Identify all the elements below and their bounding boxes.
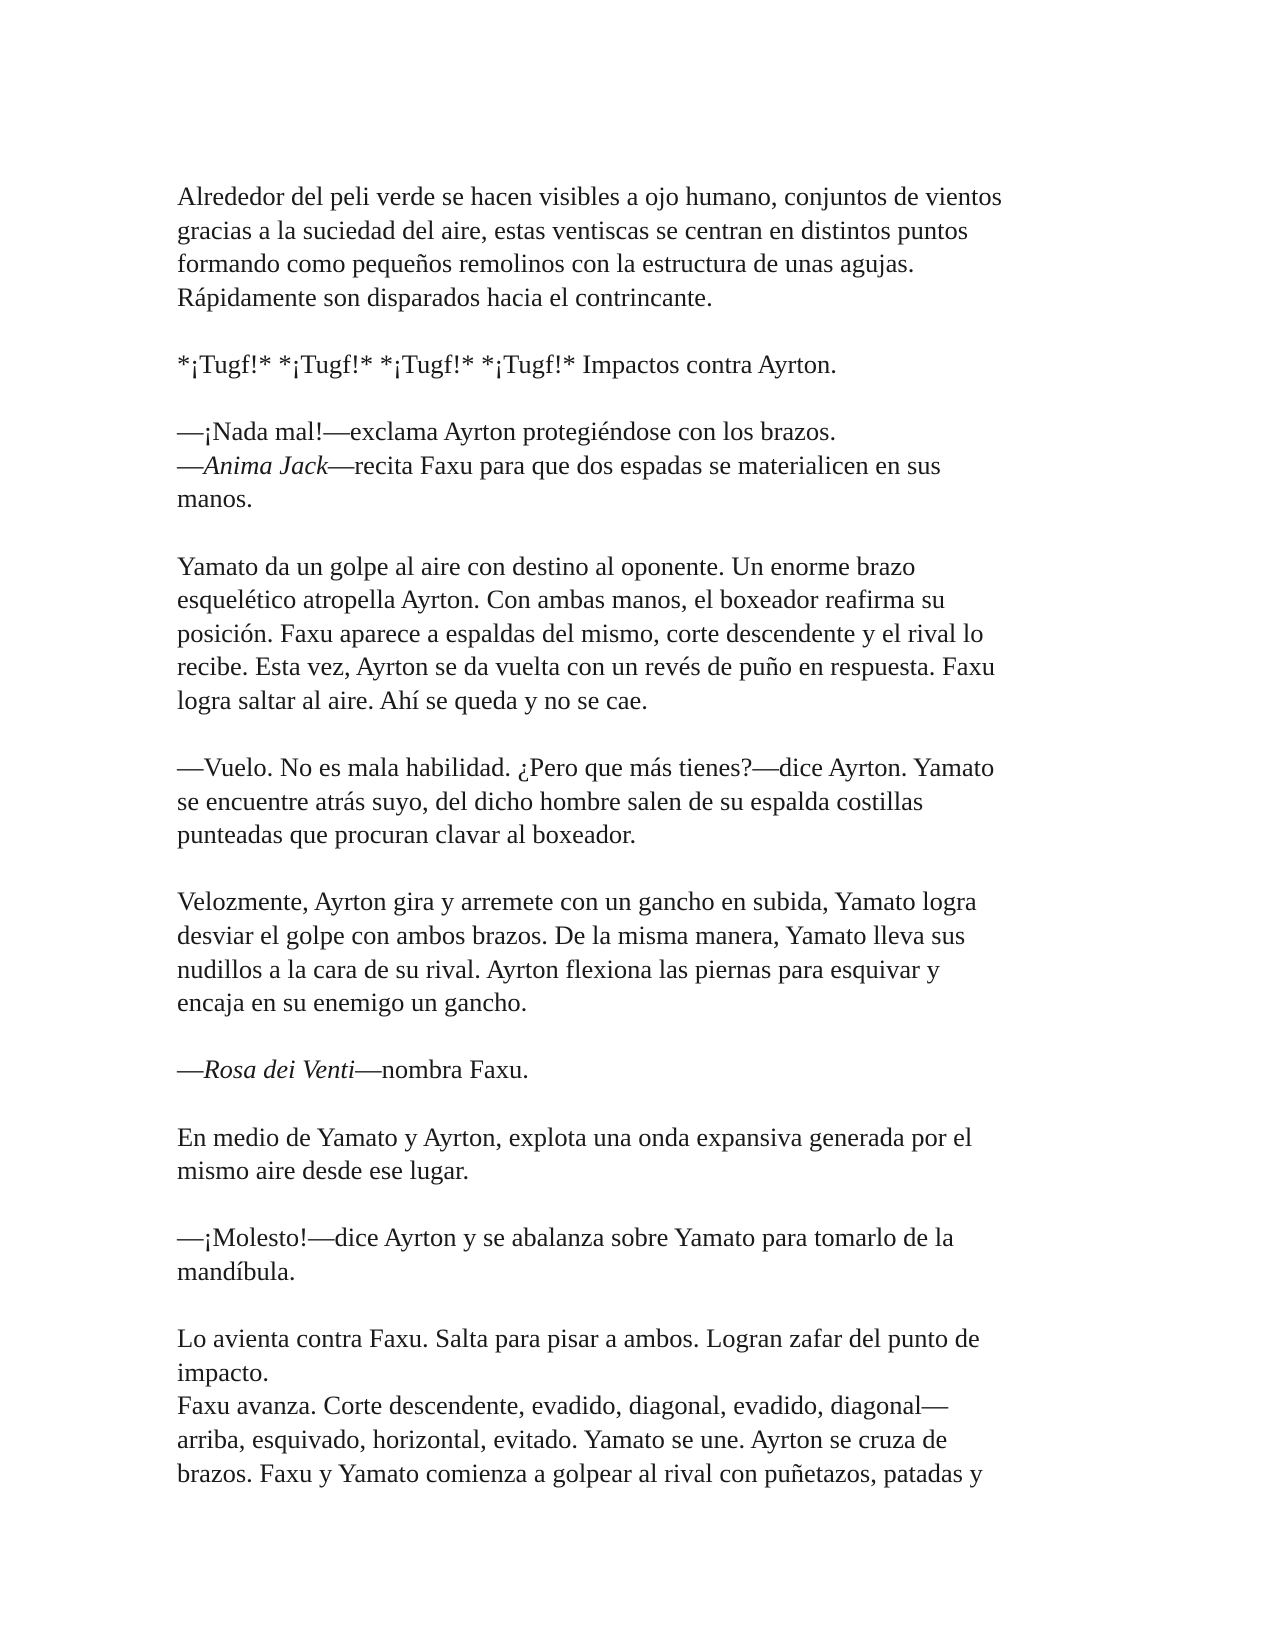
paragraph-gap bbox=[177, 1087, 1097, 1121]
text-line bbox=[177, 1221, 1097, 1255]
text-line bbox=[177, 818, 1097, 852]
paragraph-gap bbox=[177, 718, 1097, 752]
text-segment: nudillos a la cara de su rival. Ayrton flexiona las piernas para esquivar y bbox=[177, 953, 940, 984]
text-segment: Velozmente, Ayrton gira y arremete con un gancho en subida, Yamato logra bbox=[177, 886, 977, 917]
text-line bbox=[177, 1053, 1097, 1087]
text-segment: —Vuelo. No es mala habilidad. ¿Pero que más tienes?—dice Ayrton. Yamato bbox=[177, 752, 995, 783]
text-line bbox=[177, 180, 1097, 214]
text-segment: arriba, esquivado, horizontal, evitado. Yamato se une. Ayrton se cruza de bbox=[177, 1423, 948, 1454]
text-line bbox=[177, 550, 1097, 584]
text-line bbox=[177, 583, 1097, 617]
paragraph-gap bbox=[177, 1289, 1097, 1323]
text-line bbox=[177, 684, 1097, 718]
text-line bbox=[177, 650, 1097, 684]
text-segment: posición. Faxu aparece a espaldas del mismo, corte descendente y el rival lo bbox=[177, 617, 984, 648]
paragraph-gap bbox=[177, 382, 1097, 416]
text-line bbox=[177, 247, 1097, 281]
text-line bbox=[177, 214, 1097, 248]
text-line bbox=[177, 885, 1097, 919]
text-segment: manos. bbox=[177, 483, 253, 514]
text-segment: desviar el golpe con ambos brazos. De la misma manera, Yamato lleva sus bbox=[177, 920, 966, 951]
paragraph-gap bbox=[177, 852, 1097, 886]
text-segment: — bbox=[177, 1054, 204, 1085]
text-segment: Alrededor del peli verde se hacen visibles a ojo humano, conjuntos de vientos bbox=[177, 181, 1002, 211]
paragraph-gap bbox=[177, 516, 1097, 550]
text-segment: impacto. bbox=[177, 1356, 269, 1387]
text-segment: —nombra Faxu. bbox=[355, 1054, 529, 1085]
text-line bbox=[177, 1121, 1097, 1155]
text-segment: gracias a la suciedad del aire, estas ventiscas se centran en distintos puntos bbox=[177, 214, 969, 245]
text-segment: brazos. Faxu y Yamato comienza a golpear al rival con puñetazos, patadas y bbox=[177, 1457, 983, 1488]
text-segment: se encuentre atrás suyo, del dicho hombre salen de su espalda costillas bbox=[177, 785, 924, 816]
text-line bbox=[177, 1423, 1097, 1457]
text-segment: En medio de Yamato y Ayrton, explota una onda expansiva generada por el bbox=[177, 1121, 973, 1152]
paragraph-gap bbox=[177, 314, 1097, 348]
text-segment: encaja en su enemigo un gancho. bbox=[177, 987, 528, 1018]
italic-text-segment: Rosa dei Venti bbox=[203, 1054, 356, 1085]
text-line bbox=[177, 1389, 1097, 1423]
text-segment: —¡Molesto!—dice Ayrton y se abalanza sobre Yamato para tomarlo de la bbox=[177, 1222, 954, 1253]
text-segment: formando como pequeños remolinos con la estructura de unas agujas. bbox=[177, 248, 915, 279]
text-segment: — bbox=[177, 449, 204, 480]
text-segment: Yamato da un golpe al aire con destino al oponente. Un enorme brazo bbox=[177, 550, 916, 581]
body-text bbox=[177, 180, 1097, 1490]
text-segment: esquelético atropella Ayrton. Con ambas manos, el boxeador reafirma su bbox=[177, 584, 946, 615]
text-line bbox=[177, 1154, 1097, 1188]
text-line bbox=[177, 1322, 1097, 1356]
paragraph-gap bbox=[177, 1020, 1097, 1054]
text-line bbox=[177, 482, 1097, 516]
text-line bbox=[177, 415, 1097, 449]
text-segment: recibe. Esta vez, Ayrton se da vuelta con un revés de puño en respuesta. Faxu bbox=[177, 651, 996, 682]
text-line bbox=[177, 1255, 1097, 1289]
text-segment: *¡Tugf!* *¡Tugf!* *¡Tugf!* *¡Tugf!* Impactos contra Ayrton. bbox=[177, 348, 837, 379]
text-line bbox=[177, 919, 1097, 953]
text-line bbox=[177, 617, 1097, 651]
text-segment: Faxu avanza. Corte descendente, evadido, diagonal, evadido, diagonal— bbox=[177, 1390, 949, 1421]
text-segment: Rápidamente son disparados hacia el contrincante. bbox=[177, 281, 713, 312]
text-segment: Lo avienta contra Faxu. Salta para pisar a ambos. Logran zafar del punto de bbox=[177, 1323, 980, 1354]
text-line bbox=[177, 953, 1097, 987]
text-line bbox=[177, 785, 1097, 819]
paragraph-gap bbox=[177, 1188, 1097, 1222]
text-segment: mismo aire desde ese lugar. bbox=[177, 1155, 470, 1186]
text-line bbox=[177, 449, 1097, 483]
text-line bbox=[177, 348, 1097, 382]
text-segment: punteadas que procuran clavar al boxeador. bbox=[177, 819, 637, 850]
text-line bbox=[177, 1356, 1097, 1390]
italic-text-segment: Anima Jack bbox=[203, 449, 328, 480]
text-line bbox=[177, 1457, 1097, 1491]
text-line bbox=[177, 281, 1097, 315]
text-line bbox=[177, 751, 1097, 785]
text-segment: —¡Nada mal!—exclama Ayrton protegiéndose con los brazos. bbox=[177, 416, 837, 447]
text-segment: mandíbula. bbox=[177, 1256, 296, 1286]
text-segment: —recita Faxu para que dos espadas se materialicen en sus bbox=[327, 449, 941, 480]
text-segment: logra saltar al aire. Ahí se queda y no se cae. bbox=[177, 684, 648, 715]
text-line bbox=[177, 986, 1097, 1020]
